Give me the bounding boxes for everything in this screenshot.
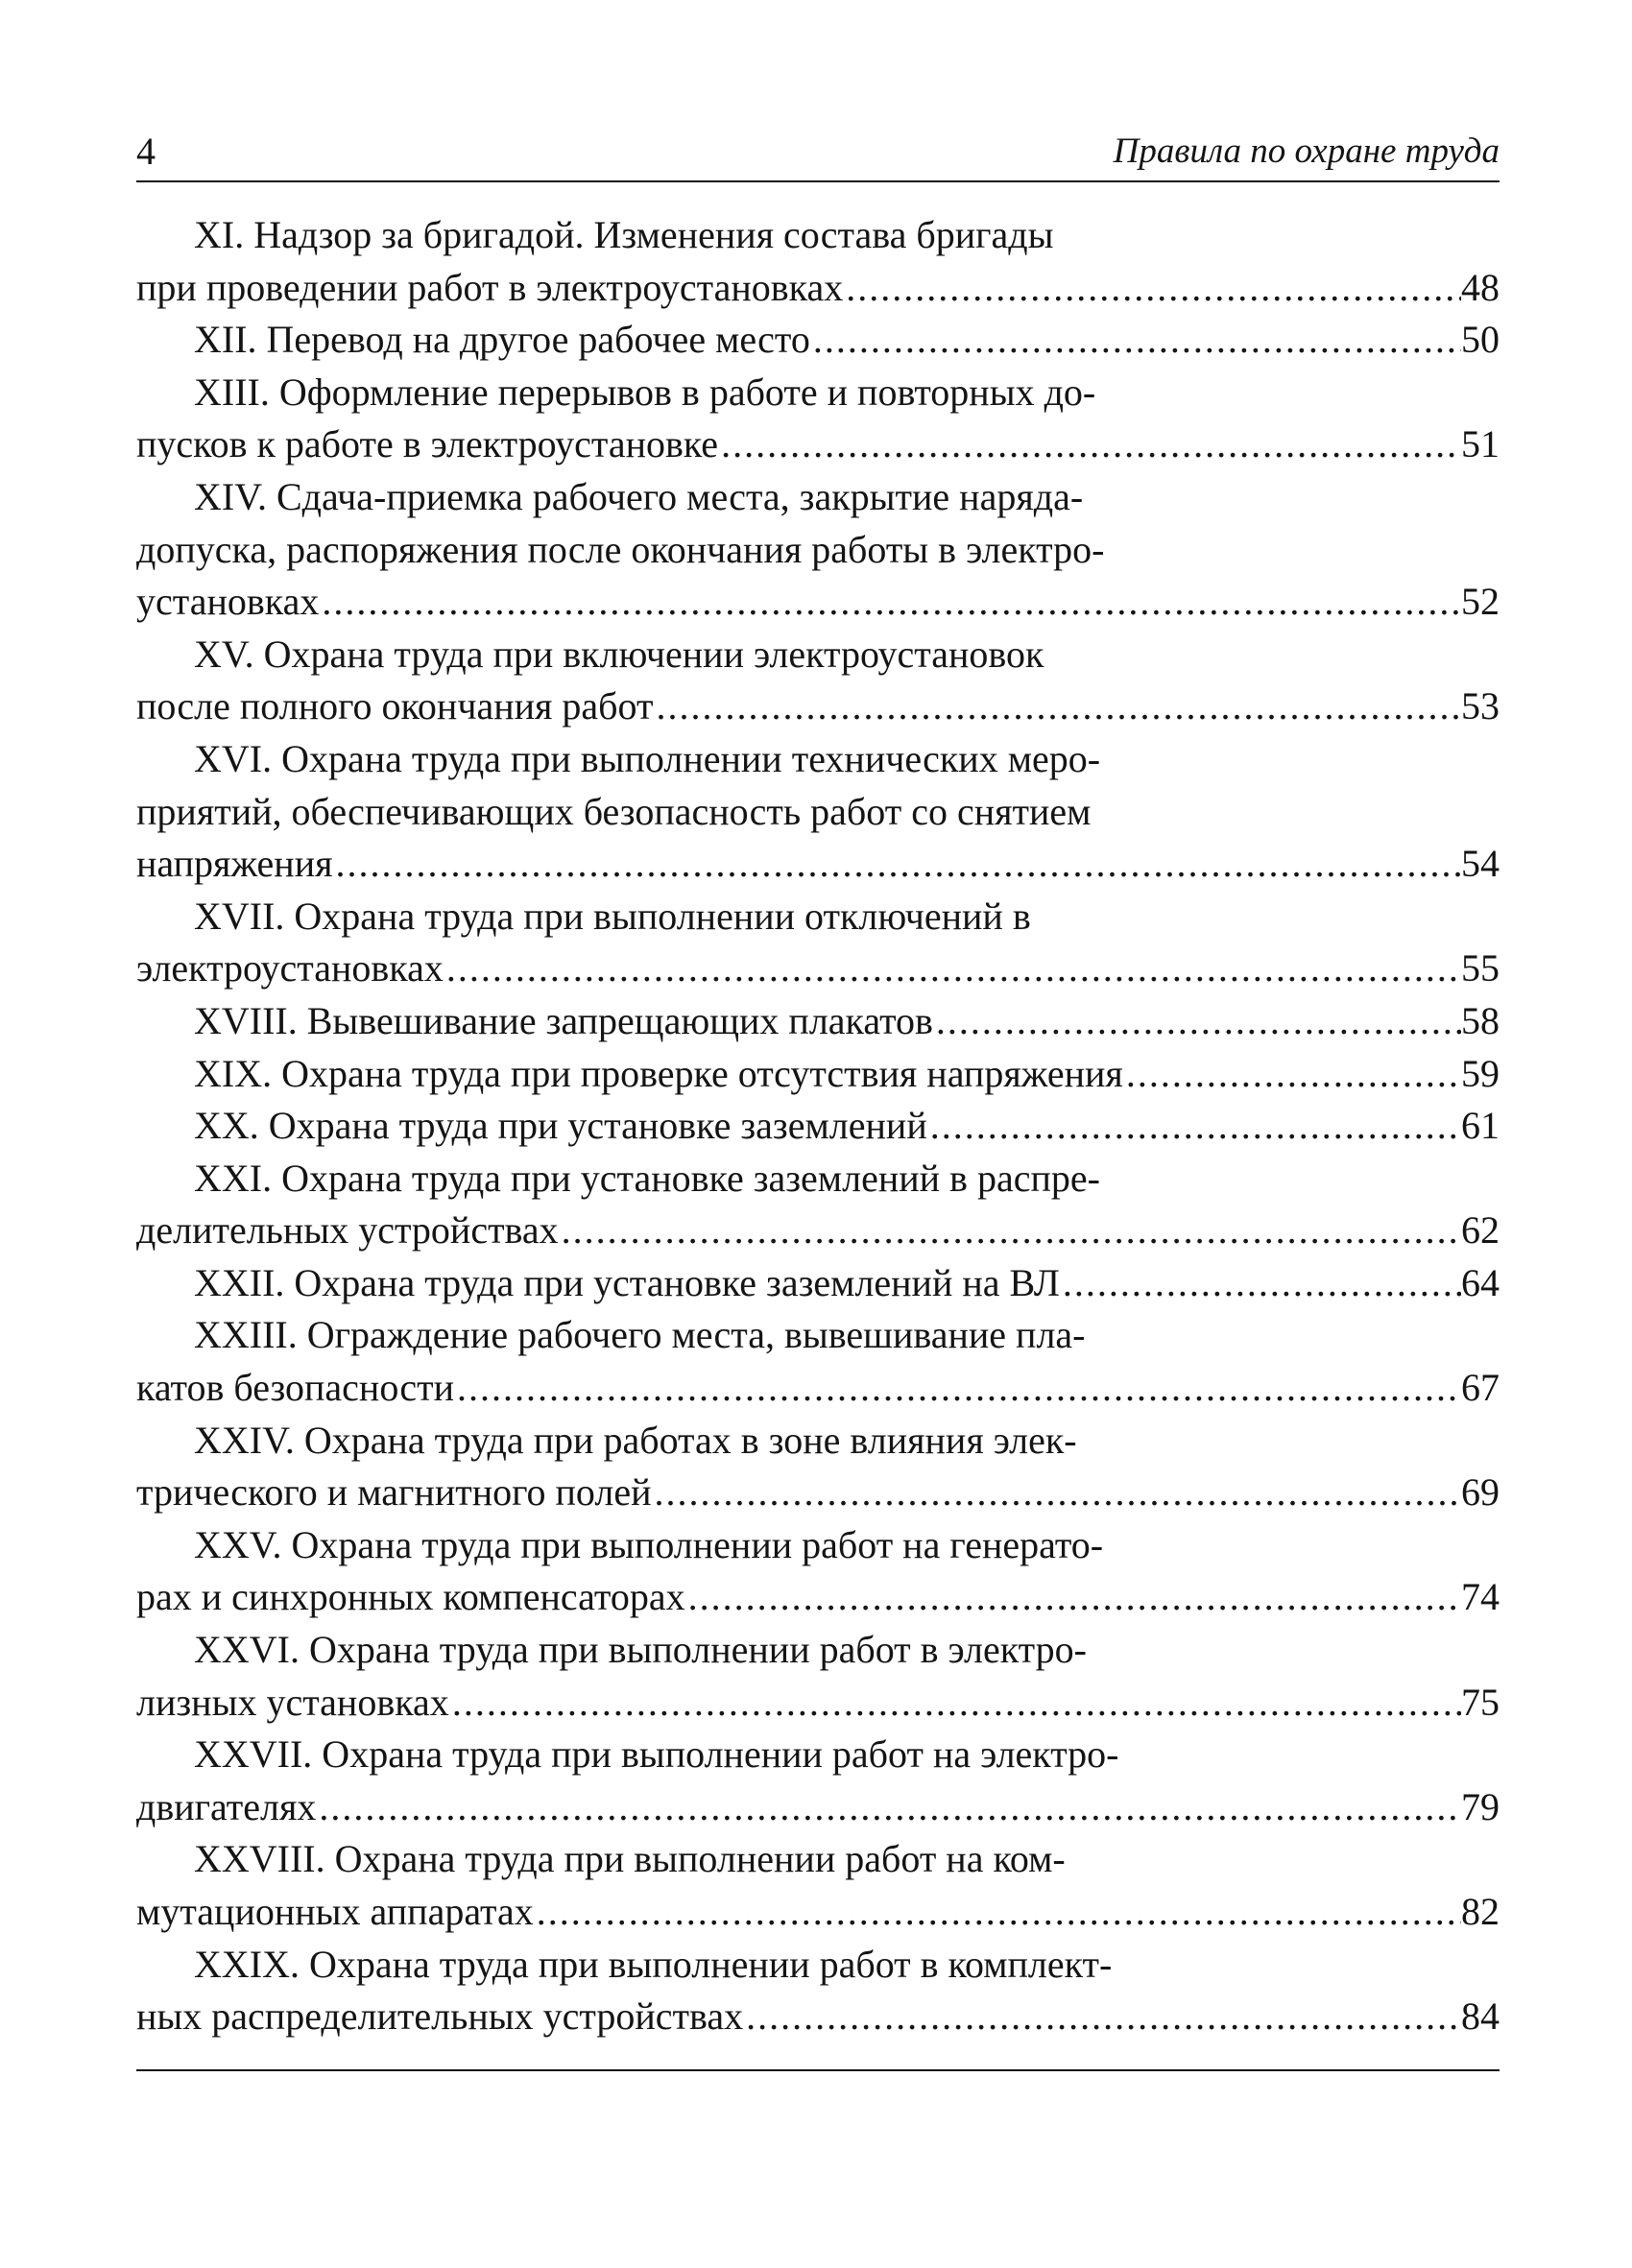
toc-entry <box>136 1939 1500 2043</box>
toc-entry-line: XXIII. Ограждение рабочего места, вывешивание пла- <box>194 1313 1086 1357</box>
toc-entry-line: XXV. Охрана труда при выполнении работ на генерато- <box>194 1522 1104 1566</box>
toc-entry-text: XIX. Охрана труда при проверке отсутствия напряжения <box>194 1051 1123 1095</box>
dot-leader <box>449 1677 1461 1730</box>
toc-entry-last-line <box>136 1467 1500 1519</box>
dot-leader <box>454 1362 1461 1415</box>
toc-entry-text: двигателях <box>136 1784 317 1828</box>
toc-entry-line: XIV. Сдача-приемка рабочего места, закрытие наряда- <box>194 474 1084 518</box>
toc-entry-line: XVII. Охрана труда при выполнении отключений в <box>194 894 1031 938</box>
toc-entry-text: XII. Перевод на другое рабочее место <box>194 318 810 362</box>
toc-entry <box>136 209 1500 314</box>
toc-entry-text: катов безопасности <box>136 1366 454 1410</box>
toc-entry-last-line <box>136 680 1500 733</box>
dot-leader <box>333 838 1461 891</box>
dot-leader <box>316 1781 1461 1834</box>
toc-entry <box>136 1309 1500 1414</box>
toc-entry <box>136 1153 1500 1257</box>
dot-leader <box>810 314 1461 367</box>
dot-leader <box>444 943 1461 995</box>
toc-entry <box>136 891 1500 995</box>
toc-entry <box>136 629 1500 733</box>
toc-entry-last-line <box>136 995 1500 1048</box>
toc-entry-line: допуска, распоряжения после окончания работы в электро- <box>136 527 1105 571</box>
toc-entry <box>136 367 1500 471</box>
dot-leader <box>933 995 1461 1048</box>
toc-entry-last-line <box>136 1677 1500 1730</box>
dot-leader <box>652 1467 1461 1519</box>
toc-entry-line: XXVIII. Охрана труда при выполнении работ на ком- <box>194 1837 1066 1881</box>
toc-entry <box>136 1048 1500 1101</box>
dot-leader <box>653 680 1461 733</box>
toc-entry-last-line <box>136 576 1500 629</box>
toc-page-number: 55 <box>1461 946 1500 991</box>
toc-page-number: 51 <box>1461 422 1500 466</box>
toc-entry-line: XIII. Оформление перерывов в работе и повторных до- <box>194 370 1096 414</box>
toc-page-number: 74 <box>1461 1575 1500 1619</box>
dot-leader <box>1060 1257 1461 1310</box>
toc-entry-last-line <box>136 1571 1500 1624</box>
toc-entry-last-line <box>136 943 1500 995</box>
toc-entry <box>136 1519 1500 1624</box>
toc-entry-last-line <box>136 1048 1500 1101</box>
dot-leader <box>559 1205 1461 1257</box>
dot-leader <box>534 1886 1461 1939</box>
dot-leader <box>843 262 1461 315</box>
dot-leader <box>685 1571 1461 1624</box>
toc-entry-line: XXI. Охрана труда при установке заземлений в распре- <box>194 1156 1100 1200</box>
toc-page-number: 84 <box>1461 1994 1500 2039</box>
toc-entry-line: приятий, обеспечивающих безопасность работ со снятием <box>136 789 1092 833</box>
toc-page-number: 64 <box>1461 1260 1500 1304</box>
toc-entry-text: напряжения <box>136 842 333 886</box>
toc-entry <box>136 1833 1500 1938</box>
toc-page-number: 48 <box>1461 265 1500 309</box>
toc-entry <box>136 471 1500 629</box>
toc-entry-line: XXVI. Охрана труда при выполнении работ в электро- <box>194 1628 1087 1672</box>
toc-entry-line: XV. Охрана труда при включении электроустановок <box>194 632 1044 676</box>
toc-page-number: 62 <box>1461 1208 1500 1253</box>
toc-entry-line: XXIV. Охрана труда при работах в зоне влияния элек- <box>194 1418 1077 1462</box>
toc-entry-text: трического и магнитного полей <box>136 1470 652 1515</box>
toc-entry <box>136 314 1500 367</box>
toc-entry-last-line <box>136 838 1500 891</box>
toc-entry-text: ных распределительных устройствах <box>136 1994 744 2039</box>
page-header <box>136 121 1500 182</box>
table-of-contents <box>136 209 1500 2043</box>
toc-page-number: 54 <box>1461 842 1500 886</box>
toc-entry <box>136 1729 1500 1833</box>
toc-entry <box>136 995 1500 1048</box>
toc-entry-last-line <box>136 418 1500 471</box>
toc-page-number: 50 <box>1461 318 1500 362</box>
toc-entry-last-line <box>136 1257 1500 1310</box>
toc-entry-line: XXIX. Охрана труда при выполнении работ в комплект- <box>194 1942 1113 1986</box>
toc-entry <box>136 733 1500 891</box>
toc-entry-last-line <box>136 1205 1500 1257</box>
dot-leader <box>319 576 1461 629</box>
toc-page-number: 82 <box>1461 1890 1500 1933</box>
toc-page-number: 61 <box>1461 1104 1500 1148</box>
toc-page-number: 59 <box>1461 1051 1500 1095</box>
toc-entry-text: лизных установках <box>136 1680 449 1724</box>
toc-entry-text: XX. Охрана труда при установке заземлений <box>194 1104 927 1148</box>
toc-entry-text: мутационных аппаратах <box>136 1890 534 1933</box>
toc-page-number: 75 <box>1461 1680 1500 1724</box>
page-number: 4 <box>136 130 156 173</box>
toc-entry-last-line <box>136 1100 1500 1153</box>
toc-entry-text: XVIII. Вывешивание запрещающих плакатов <box>194 998 933 1042</box>
toc-entry-last-line <box>136 1362 1500 1415</box>
dot-leader <box>1123 1048 1461 1101</box>
toc-entry <box>136 1100 1500 1153</box>
toc-entry-last-line <box>136 314 1500 367</box>
toc-page-number: 52 <box>1461 580 1500 624</box>
dot-leader <box>718 418 1461 471</box>
toc-entry-text: XXII. Охрана труда при установке заземлений на ВЛ <box>194 1260 1060 1304</box>
toc-page-number: 69 <box>1461 1470 1500 1515</box>
toc-entry <box>136 1624 1500 1729</box>
toc-entry-last-line <box>136 262 1500 315</box>
toc-entry-last-line <box>136 1781 1500 1834</box>
toc-entry-text: после полного окончания работ <box>136 684 654 728</box>
toc-page-number: 53 <box>1461 684 1500 728</box>
toc-entry-text: установках <box>136 580 320 624</box>
toc-entry-line: XXVII. Охрана труда при выполнении работ на электро- <box>194 1732 1119 1777</box>
toc-page-number: 58 <box>1461 998 1500 1042</box>
toc-entry-last-line <box>136 1886 1500 1939</box>
dot-leader <box>743 1991 1461 2043</box>
running-title: Правила по охране труда <box>1113 131 1500 171</box>
toc-entry <box>136 1415 1500 1519</box>
toc-entry-text: делительных устройствах <box>136 1208 559 1253</box>
toc-page-number: 79 <box>1461 1784 1500 1828</box>
toc-entry-line: XI. Надзор за бригадой. Изменения состава бригады <box>194 213 1054 256</box>
toc-page-number: 67 <box>1461 1366 1500 1410</box>
toc-entry-text: рах и синхронных компенсаторах <box>136 1575 685 1619</box>
toc-entry-text: при проведении работ в электроустановках <box>136 265 844 309</box>
toc-entry-line: XVI. Охрана труда при выполнении технических меро- <box>194 736 1101 780</box>
toc-entry-last-line <box>136 1991 1500 2043</box>
footer-rule <box>136 2069 1500 2071</box>
toc-entry <box>136 1257 1500 1310</box>
toc-entry-text: электроустановках <box>136 946 444 991</box>
dot-leader <box>927 1100 1461 1153</box>
toc-entry-text: пусков к работе в электроустановке <box>136 422 719 466</box>
